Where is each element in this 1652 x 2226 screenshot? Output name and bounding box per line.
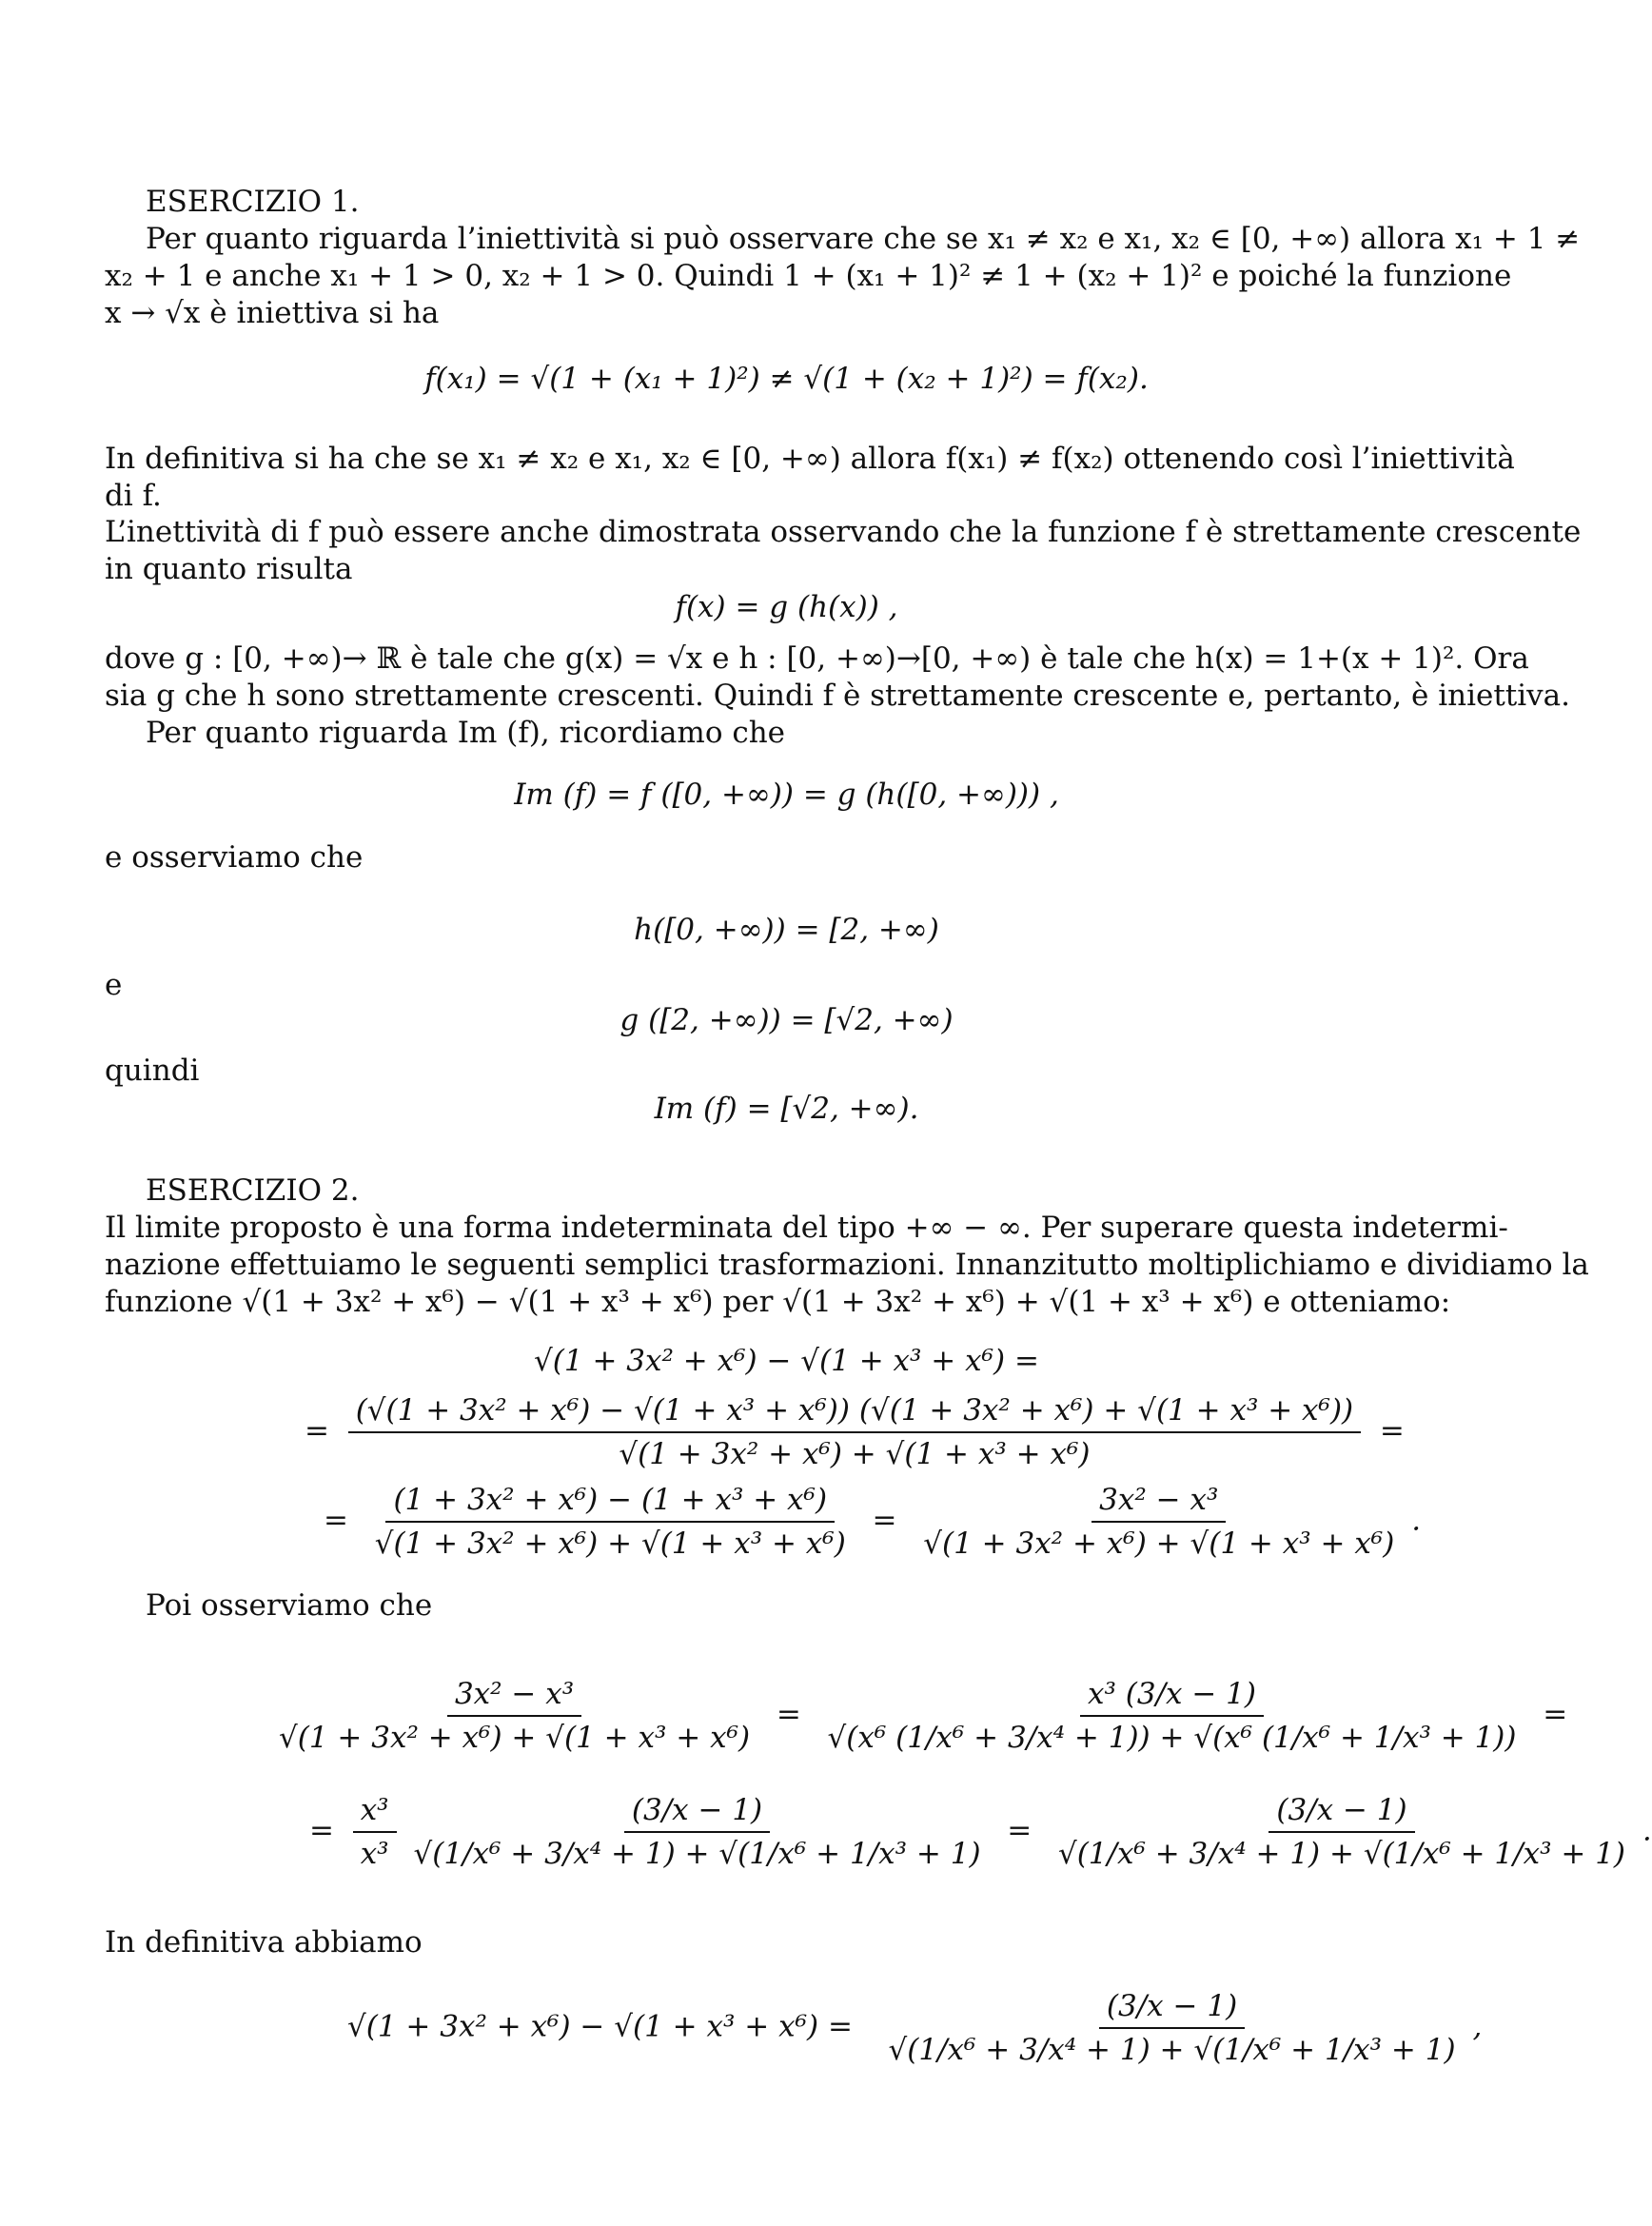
numerator: 3x² − x³	[1092, 1481, 1226, 1523]
equation-im-result: Im (f) = [√2, +∞).	[654, 1092, 919, 1126]
equation-simplified: = $\frac{\text{(1 + 3x² + x⁶) − (1 + x³ + x⁶)}}{\text{√(1 + 3x² + x⁶) + √(1 + x³ + x⁶)}}$ = $\frac{\text{3x² − x³}}{\text{√(1 + 3x² + x⁶) + √(1 + x³ + x⁶)}}$ .	[324, 1483, 1422, 1561]
fraction	[367, 1481, 854, 1563]
fraction	[348, 1391, 1361, 1473]
fraction	[881, 1987, 1464, 2069]
equation-final: √(1 + 3x² + x⁶) − √(1 + x³ + x⁶) = $\frac{(3/x - 1)}{\text{√(1/x⁶ + 3/x⁴ + 1) + √(1/x⁶ + 1/x³ + 1)}}$ ,	[347, 1989, 1483, 2067]
paragraph-line: Per quanto riguarda Im (f), ricordiamo che	[146, 716, 786, 750]
paragraph-line: e	[105, 968, 123, 1002]
numerator: 3x² − x³	[447, 1675, 581, 1717]
exercise-2-title: ESERCIZIO 2.	[146, 1173, 360, 1208]
paragraph-line: In definitiva si ha che se x₁ ≠ x₂ e x₁, x₂ ∈ [0, +∞) allora f(x₁) ≠ f(x₂) ottenendo così l’iniettività	[105, 442, 1515, 476]
paragraph-line: di f.	[105, 479, 162, 513]
equation-h-image: h([0, +∞)) = [2, +∞)	[634, 913, 939, 947]
paragraph-line: sia g che h sono strettamente crescenti. Quindi f è strettamente crescente e, pertanto, è iniettiva.	[105, 679, 1571, 713]
equation-rationalize: = (√(1 + 3x² + x⁶) − √(1 + x³ + x⁶)) (√(1 + 3x² + x⁶) + √(1 + x³ + x⁶)) √(1 + 3x² + x⁶) + √(1 + x³ + x⁶) =	[305, 1393, 1405, 1471]
paragraph-line: e osserviamo che	[105, 840, 364, 875]
equation-cancel: = $\frac{\text{x³}}{\text{x³}}$ $\frac{(3/x - 1)}{\text{√(1/x⁶ + 3/x⁴ + 1) + √(1/x⁶ + 1/x³ + 1)}}$ = $\frac{(3/x - 1)}{\text{√(1/x⁶ + 3/x⁴ + 1) + √(1/x⁶ + 1/x³ + 1)}}$ .	[309, 1793, 1652, 1871]
fraction	[271, 1675, 757, 1757]
denominator: x³	[360, 1837, 389, 1871]
numerator: (3/x − 1)	[624, 1791, 770, 1833]
numerator: (3/x − 1)	[1099, 1987, 1245, 2029]
paragraph-line: dove g : [0, +∞)→ ℝ è tale che g(x) = √x e h : [0, +∞)→[0, +∞) è tale che h(x) = 1+(x + 1)². Ora	[105, 641, 1529, 676]
paragraph-line: x₂ + 1 e anche x₁ + 1 > 0, x₂ + 1 > 0. Quindi 1 + (x₁ + 1)² ≠ 1 + (x₂ + 1)² e poiché la funzione	[105, 259, 1512, 293]
fraction	[820, 1675, 1524, 1757]
paragraph-line: In definitiva abbiamo	[105, 1925, 423, 1960]
numerator: x³ (3/x − 1)	[1080, 1675, 1264, 1717]
numerator: (1 + 3x² + x⁶) − (1 + x³ + x⁶)	[385, 1481, 835, 1523]
denominator: √(1 + 3x² + x⁶) + √(1 + x³ + x⁶)	[923, 1527, 1395, 1561]
equation-composition: f(x) = g (h(x)) ,	[675, 590, 898, 624]
lhs: √(1 + 3x² + x⁶) − √(1 + x³ + x⁶) =	[347, 2009, 853, 2044]
denominator: √(x⁶ (1/x⁶ + 3/x⁴ + 1)) + √(x⁶ (1/x⁶ + 1/x³ + 1))	[827, 1721, 1517, 1755]
paragraph-line: Poi osserviamo che	[146, 1588, 433, 1623]
numerator: x³	[353, 1791, 397, 1833]
denominator: √(1/x⁶ + 3/x⁴ + 1) + √(1/x⁶ + 1/x³ + 1)	[1057, 1837, 1626, 1871]
paragraph-line: L’inettività di f può essere anche dimostrata osservando che la funzione f è strettamente crescente	[105, 515, 1582, 549]
denominator: √(1/x⁶ + 3/x⁴ + 1) + √(1/x⁶ + 1/x³ + 1)	[413, 1837, 981, 1871]
denominator: √(1 + 3x² + x⁶) + √(1 + x³ + x⁶)	[619, 1437, 1091, 1471]
denominator: √(1 + 3x² + x⁶) + √(1 + x³ + x⁶)	[374, 1527, 846, 1561]
paragraph-line: funzione √(1 + 3x² + x⁶) − √(1 + x³ + x⁶) per √(1 + 3x² + x⁶) + √(1 + x³ + x⁶) e otteniamo:	[105, 1285, 1451, 1319]
fraction	[405, 1791, 988, 1873]
paragraph-line: in quanto risulta	[105, 552, 353, 586]
paragraph-line: nazione effettuiamo le seguenti semplici trasformazioni. Innanzitutto moltiplichiamo e dividiamo la	[105, 1248, 1589, 1282]
exercise-1-title: ESERCIZIO 1.	[146, 185, 360, 219]
fraction	[915, 1481, 1402, 1563]
numerator: (3/x − 1)	[1268, 1791, 1414, 1833]
paragraph-line: quindi	[105, 1054, 200, 1088]
equation-image: Im (f) = f ([0, +∞)) = g (h([0, +∞))) ,	[514, 778, 1059, 812]
fraction	[353, 1791, 397, 1873]
paragraph-line: Il limite proposto è una forma indeterminata del tipo +∞ − ∞. Per superare questa indetermi-	[105, 1211, 1508, 1245]
denominator: √(1/x⁶ + 3/x⁴ + 1) + √(1/x⁶ + 1/x³ + 1)	[888, 2033, 1456, 2067]
fraction	[1051, 1791, 1633, 1873]
numerator: (√(1 + 3x² + x⁶) − √(1 + x³ + x⁶)) (√(1 + 3x² + x⁶) + √(1 + x³ + x⁶))	[348, 1391, 1361, 1433]
paragraph-line: x → √x è iniettiva si ha	[105, 296, 440, 330]
denominator: √(1 + 3x² + x⁶) + √(1 + x³ + x⁶)	[279, 1721, 751, 1755]
paragraph-line: Per quanto riguarda l’iniettività si può osservare che se x₁ ≠ x₂ e x₁, x₂ ∈ [0, +∞) allora x₁ + 1 ≠	[146, 222, 1581, 256]
equation-difference: √(1 + 3x² + x⁶) − √(1 + x³ + x⁶) =	[534, 1344, 1039, 1378]
equation-g-image: g ([2, +∞)) = [√2, +∞)	[620, 1003, 954, 1037]
equation-factor: $\frac{\text{3x² − x³}}{\text{√(1 + 3x² + x⁶) + √(1 + x³ + x⁶)}}$ = $\frac{\text{x³ (3/x − 1)}}{\text{√(x⁶ (1/x⁶ + 3/x⁴ + 1)) + √(x⁶ (1/x⁶ + 1/x³ + 1))}}$ =	[271, 1675, 1567, 1757]
equation-injectivity: f(x₁) = √(1 + (x₁ + 1)²) ≠ √(1 + (x₂ + 1)²) = f(x₂).	[424, 362, 1149, 396]
